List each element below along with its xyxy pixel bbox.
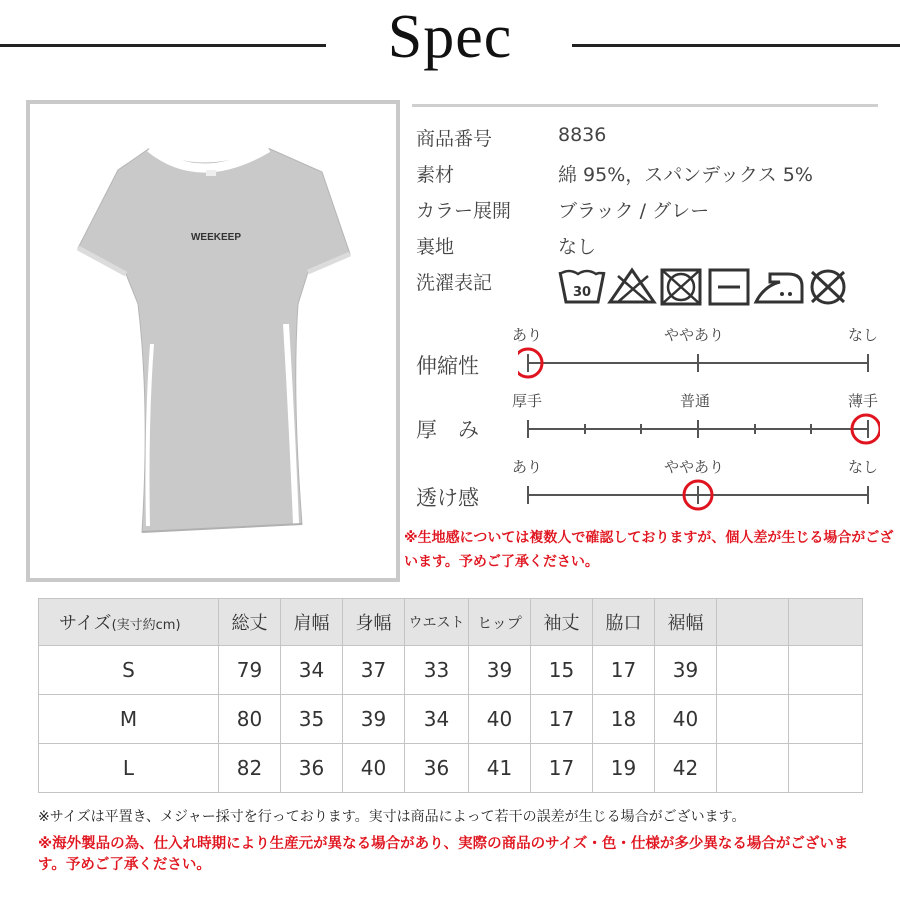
- table-cell-empty: [717, 744, 789, 793]
- table-cell: 82: [219, 744, 281, 793]
- table-cell: 15: [531, 646, 593, 695]
- table-cell-empty: [789, 744, 863, 793]
- table-cell: 41: [469, 744, 531, 793]
- spec-value-material: 綿 95%，スパンデックス 5%: [558, 164, 813, 186]
- table-cell: 34: [281, 646, 343, 695]
- column-header-waist: ウエスト: [405, 599, 469, 646]
- header-rule-right: [572, 44, 900, 47]
- scale3-label-mid: ややあり: [664, 458, 725, 476]
- no-dry-clean-icon: [812, 271, 844, 303]
- print-text: WEEKEEP: [190, 232, 242, 243]
- size-header-label: サイズ: [59, 613, 112, 634]
- product-photo: [26, 100, 400, 582]
- scale3-title: 透け感: [416, 486, 479, 510]
- column-header-chest: 身幅: [343, 599, 405, 646]
- table-cell: 39: [343, 695, 405, 744]
- table-cell: 39: [469, 646, 531, 695]
- scale1-label-mid: ややあり: [664, 326, 725, 344]
- table-cell: 36: [405, 744, 469, 793]
- table-cell: 79: [219, 646, 281, 695]
- table-cell-empty: [717, 695, 789, 744]
- table-cell: 80: [219, 695, 281, 744]
- table-cell: 17: [531, 744, 593, 793]
- spec-value-item-number: 8836: [558, 124, 607, 146]
- table-cell: 19: [593, 744, 655, 793]
- scale2-label-mid: 普通: [680, 392, 711, 410]
- table-cell: 37: [343, 646, 405, 695]
- table-cell-empty: [789, 646, 863, 695]
- table-row: [39, 695, 863, 744]
- size-header-note: (実寸約cm): [111, 618, 181, 633]
- spec-label-material: 素材: [416, 164, 455, 186]
- size-cell: L: [39, 744, 219, 793]
- scale2-title: 厚 み: [416, 418, 479, 442]
- spec-separator: [412, 104, 878, 107]
- measurement-note: ※サイズは平置き、メジャー採寸を行っております。実寸は商品によって若干の誤差が生じる場合がございます。: [38, 809, 746, 825]
- column-header-armhole: 脇口: [593, 599, 655, 646]
- table-cell: 17: [593, 646, 655, 695]
- spec-value-lining: なし: [558, 236, 597, 258]
- spec-label-item-number: 商品番号: [416, 128, 493, 150]
- spec-label-colors: カラー展開: [416, 200, 512, 222]
- column-header-empty-1: [717, 599, 789, 646]
- iron-medium-icon: [756, 274, 802, 302]
- spec-value-colors: ブラック / グレー: [558, 200, 710, 222]
- table-cell: 34: [405, 695, 469, 744]
- scale3-label-left: あり: [512, 458, 543, 476]
- table-cell: 33: [405, 646, 469, 695]
- overseas-product-note: ※海外製品の為、仕入れ時期により生産元が異なる場合があり、実際の商品のサイズ・色・仕様が多少異なる場合がございます。予めご了承ください。: [38, 836, 849, 873]
- table-cell: 17: [531, 695, 593, 744]
- table-cell: 42: [655, 744, 717, 793]
- fabric-note: ※生地感については複数人で確認しておりますが、個人差が生じる場合がございます。予めご了承ください。: [404, 530, 894, 570]
- no-bleach-icon: [610, 270, 654, 302]
- stretch-scale: [518, 346, 880, 380]
- table-cell-empty: [717, 646, 789, 695]
- no-tumble-dry-icon: [662, 270, 700, 304]
- scale1-label-left: あり: [512, 326, 543, 344]
- page-title: Spec: [387, 3, 513, 71]
- size-cell: S: [39, 646, 219, 695]
- wash-temp: 30: [572, 285, 592, 300]
- size-cell: M: [39, 695, 219, 744]
- table-cell: 39: [655, 646, 717, 695]
- column-header-hem: 裾幅: [655, 599, 717, 646]
- spec-label-lining: 裏地: [416, 236, 455, 258]
- column-header-shoulder: 肩幅: [281, 599, 343, 646]
- spec-label-care: 洗濯表記: [416, 272, 493, 294]
- table-cell: 40: [655, 695, 717, 744]
- table-cell: 36: [281, 744, 343, 793]
- scale1-title: 伸縮性: [416, 354, 479, 378]
- table-cell: 40: [469, 695, 531, 744]
- size-column-header: [39, 599, 219, 646]
- thickness-scale: [518, 412, 880, 446]
- column-header-empty-2: [789, 599, 863, 646]
- scale3-label-right: なし: [848, 458, 879, 476]
- size-table-header-row: [39, 599, 863, 646]
- sheerness-scale: [518, 478, 880, 512]
- laundry-symbols: [556, 264, 856, 308]
- wash-30-icon: [560, 271, 604, 302]
- table-cell: 40: [343, 744, 405, 793]
- scale2-label-left: 厚手: [512, 392, 543, 410]
- column-header-sleeve: 袖丈: [531, 599, 593, 646]
- flat-dry-icon: [710, 270, 748, 304]
- table-cell-empty: [789, 695, 863, 744]
- scale1-label-right: なし: [848, 326, 879, 344]
- size-table: [38, 598, 863, 793]
- column-header-hip: ヒップ: [469, 599, 531, 646]
- column-header-length: 総丈: [219, 599, 281, 646]
- table-row: [39, 744, 863, 793]
- scale2-label-right: 薄手: [848, 392, 879, 410]
- table-cell: 35: [281, 695, 343, 744]
- table-cell: 18: [593, 695, 655, 744]
- table-row: [39, 646, 863, 695]
- dress-illustration: [30, 104, 396, 578]
